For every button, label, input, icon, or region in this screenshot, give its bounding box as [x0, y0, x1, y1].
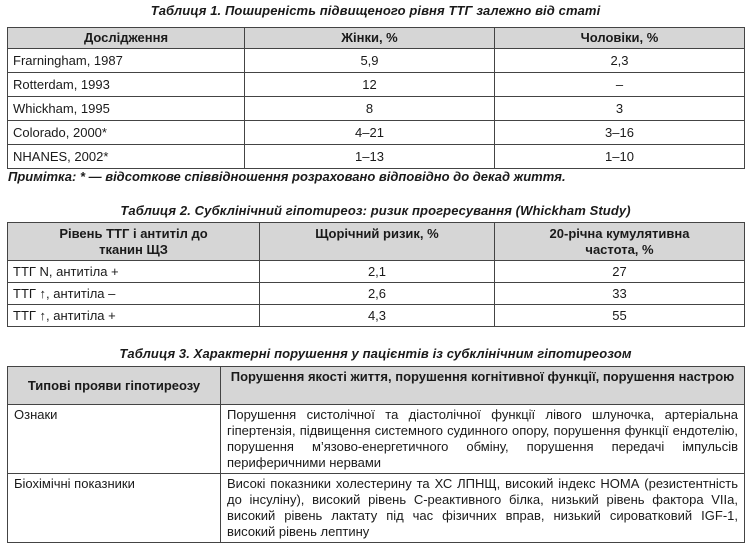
table1-cell: 1–10: [495, 145, 745, 169]
table2-cell: 55: [495, 305, 745, 327]
table1-cell: 1–13: [245, 145, 495, 169]
table1-cell: Frarningham, 1987: [8, 49, 245, 73]
table2-header-cumulative: 20-річна кумулятивна частота, %: [495, 223, 745, 261]
table-row: [8, 121, 745, 145]
table3-row-label: Біохімічні показники: [8, 474, 221, 543]
table1-cell: Colorado, 2000*: [8, 121, 245, 145]
table-row: [8, 305, 745, 327]
table2-cell: 2,1: [260, 261, 495, 283]
table1-cell: Whickham, 1995: [8, 97, 245, 121]
table-row: [8, 474, 745, 543]
table-row: [8, 73, 745, 97]
table1-cell: NHANES, 2002*: [8, 145, 245, 169]
table1-cell: 12: [245, 73, 495, 97]
table-row: [8, 49, 745, 73]
table1: [7, 27, 745, 169]
table2-cell: 27: [495, 261, 745, 283]
table1-cell: 3: [495, 97, 745, 121]
table3-row-text: Високі показники холестерину та ХС ЛПНЩ, високий індекс НОМА (резистентність до інсуліну), високий рівень С-реактивного білка, низький рівень фактора VIIa, високий рівень лактату під час фізичних вправ, низький сироватковий IGF-1, високий рівень лептину: [221, 474, 745, 543]
table2: [7, 222, 745, 327]
table1-header-study: Дослідження: [8, 28, 245, 49]
table2-cell: 33: [495, 283, 745, 305]
table2-cell: ТТГ N, антитіла +: [8, 261, 260, 283]
table3-caption: Таблиця 3. Характерні порушення у пацієнтів із субклінічним гіпотиреозом: [119, 346, 632, 361]
table1-caption: Таблиця 1. Поширеність підвищеного рівня ТТГ залежно від статі: [150, 3, 601, 18]
table3-header-manifestations: Типові прояви гіпотиреозу: [8, 367, 221, 405]
table1-header-men: Чоловіки, %: [495, 28, 745, 49]
table1-cell: 4–21: [245, 121, 495, 145]
table-row: [8, 145, 745, 169]
table2-cell: ТТГ ↑, антитіла –: [8, 283, 260, 305]
table1-cell: 5,9: [245, 49, 495, 73]
table1-cell: Rotterdam, 1993: [8, 73, 245, 97]
table2-cell: ТТГ ↑, антитіла +: [8, 305, 260, 327]
table2-cell: 4,3: [260, 305, 495, 327]
table2-header-level: Рівень ТТГ і антитіл до тканин ЩЗ: [8, 223, 260, 261]
table-row: [8, 97, 745, 121]
table3: [7, 366, 745, 543]
table1-cell: 2,3: [495, 49, 745, 73]
table-row: [8, 261, 745, 283]
table1-cell: 3–16: [495, 121, 745, 145]
table1-note: Примітка: * — відсоткове співвідношення розраховано відповідно до декад життя.: [8, 169, 566, 184]
table1-header-women: Жінки, %: [245, 28, 495, 49]
table1-cell: –: [495, 73, 745, 97]
table3-header-disorders: Порушення якості життя, порушення когнітивної функції, порушення настрою: [221, 367, 745, 405]
table2-header-annual-risk: Щорічний ризик, %: [260, 223, 495, 261]
table-row: [8, 405, 745, 474]
table2-cell: 2,6: [260, 283, 495, 305]
table-row: [8, 283, 745, 305]
table1-cell: 8: [245, 97, 495, 121]
table3-row-text: Порушення систолічної та діастолічної функції лівого шлуночка, артеріальна гіпертензія, підвищення системного судинного опору, порушення функції ендотелію, порушення м’язово-енергетичного обміну, порушення передачі імпульсів периферичними нервами: [221, 405, 745, 474]
table2-caption: Таблиця 2. Субклінічний гіпотиреоз: ризик прогресування (Whickham Study): [120, 203, 631, 218]
table3-row-label: Ознаки: [8, 405, 221, 474]
